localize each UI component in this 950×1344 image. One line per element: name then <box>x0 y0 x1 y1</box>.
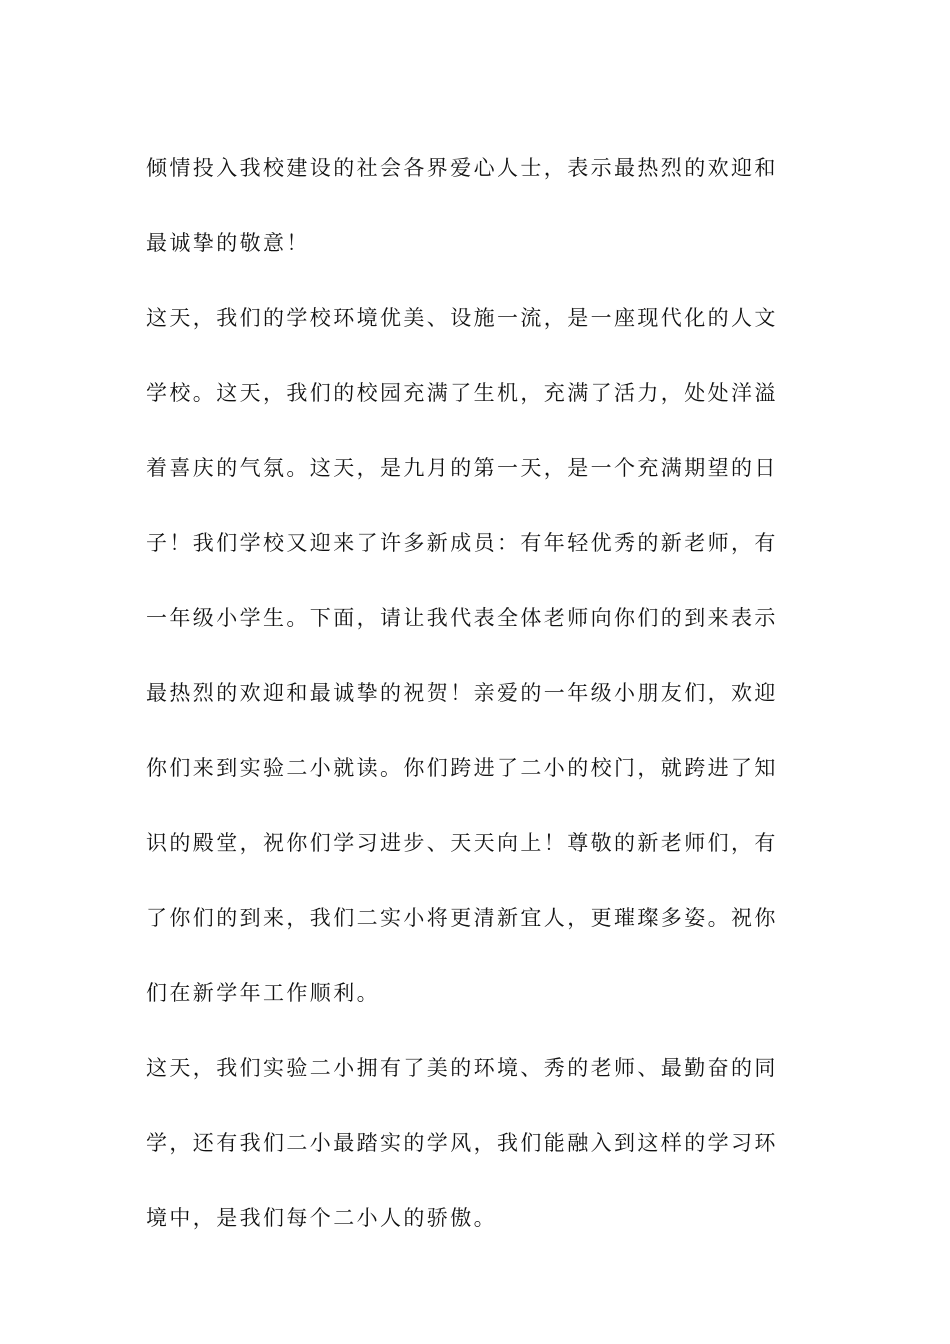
text-line: 倾情投入我校建设的社会各界爱心人士，表示最热烈的欢迎和 <box>146 156 778 180</box>
text-line: 最诚挚的敬意！ <box>146 231 310 255</box>
text-line: 们在新学年工作顺利。 <box>146 981 380 1005</box>
document-body <box>146 131 810 1256</box>
text-line: 了你们的到来，我们二实小将更清新宜人，更璀璨多姿。祝你 <box>146 906 778 930</box>
text-line: 一年级小学生。下面，请让我代表全体老师向你们的到来表示 <box>146 606 778 630</box>
text-line: 这天，我们的学校环境优美、设施一流，是一座现代化的人文 <box>146 306 778 330</box>
text-line: 学，还有我们二小最踏实的学风，我们能融入到这样的学习环 <box>146 1131 778 1155</box>
text-line: 最热烈的欢迎和最诚挚的祝贺！亲爱的一年级小朋友们，欢迎 <box>146 681 778 705</box>
text-line: 着喜庆的气氛。这天，是九月的第一天，是一个充满期望的日 <box>146 456 778 480</box>
text-line: 识的殿堂，祝你们学习进步、天天向上！尊敬的新老师们，有 <box>146 831 778 855</box>
text-line: 境中，是我们每个二小人的骄傲。 <box>146 1206 497 1230</box>
text-line: 子！我们学校又迎来了许多新成员：有年轻优秀的新老师，有 <box>146 531 778 555</box>
text-line: 学校。这天，我们的校园充满了生机，充满了活力，处处洋溢 <box>146 381 778 405</box>
text-line: 这天，我们实验二小拥有了美的环境、秀的老师、最勤奋的同 <box>146 1056 778 1080</box>
text-line: 你们来到实验二小就读。你们跨进了二小的校门，就跨进了知 <box>146 756 778 780</box>
